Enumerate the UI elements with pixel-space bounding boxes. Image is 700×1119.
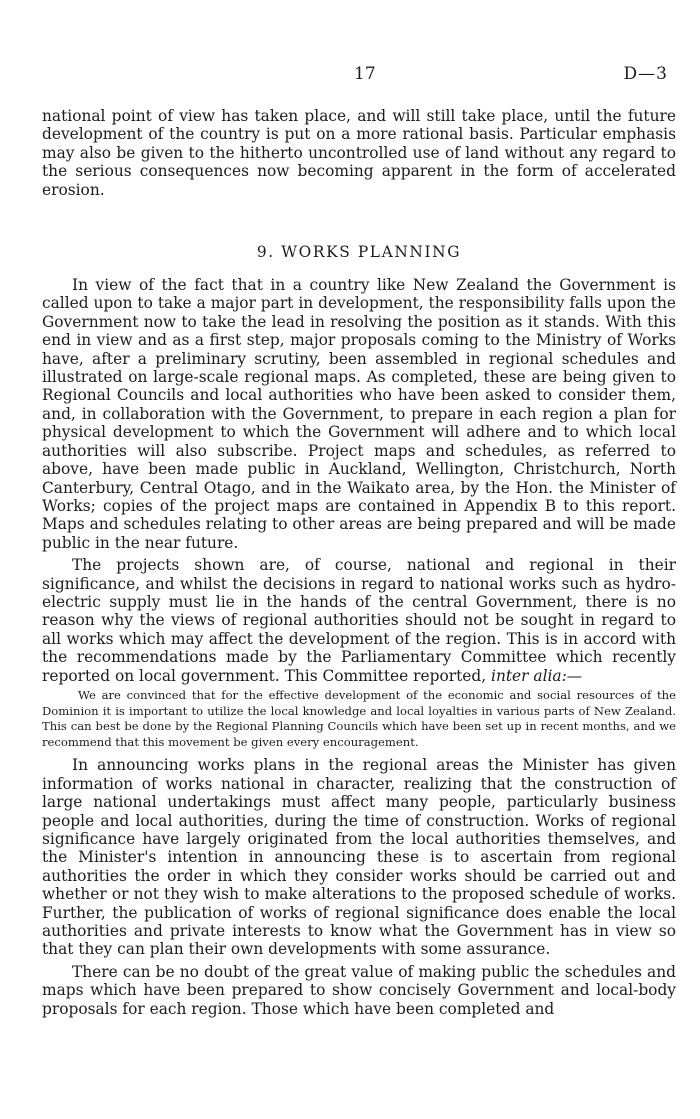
paragraph-projects-significance (42, 556, 676, 685)
continued-paragraph: national point of view has taken place, and will still take place, until the future development of the country is put on a more rational basis. Particular emphasis may also be given to the hitherto uncontrolled use of land without any regard to the serious consequences now becoming apparent in the form of accelerated erosion. (42, 107, 676, 199)
document-reference: D—3 (623, 64, 668, 84)
paragraph-value-of-publication: There can be no doubt of the great value of making public the schedules and maps which have been prepared to show concisely Government and local-body proposals for each region. Those which have been completed and (42, 962, 676, 1018)
section-heading: 9. WORKS PLANNING (256, 243, 462, 262)
paragraph-projects-text: The projects shown are, of course, national and regional in their significance, and whilst the decisions in regard to national works such as hydro-electric supply must lie in the hands of the central Government, there is no reason why the views of regional authorities should not be sought in regard to all works which may affect the development of the region. This is in accord with the recommendations made by the Parliamentary Committee which recently reported on local government. This Committee reported, (42, 556, 676, 685)
page-number: 17 (354, 64, 376, 84)
paragraph-works-planning-intro: In view of the fact that in a country like New Zealand the Government is called upon to take a major part in development, the responsibility falls upon the Government now to take the lead in resolving the position as it stands. With this end in view and as a first step, major proposals coming to the Ministry of Works have, after a preliminary scrutiny, been assembled in regional schedules and illustrated on large-scale regional maps. As completed, these are being given to Regional Councils and local authorities who have been asked to consider them, and, in collaboration with the Government, to prepare in each region a plan for physical development to which the Government will adhere and to which local authorities will also subscribe. Project maps and schedules, as referred to above, have been made public in Auckland, Wellington, Christchurch, North Canterbury, Central Otago, and in the Waikato area, by the Hon. the Minister of Works; copies of the project maps are contained in Appendix B to this report. Maps and schedules relating to other areas are being prepared and will be made public in the near future. (42, 276, 676, 552)
page-body (42, 107, 676, 1018)
committee-quotation: We are convinced that for the effective development of the economic and social resources of the Dominion it is important to utilize the local knowledge and local loyalties in various parts of New Zealand. This can best be done by the Regional Planning Councils which have been set up in recent months, and we recommend that this movement be given every encouragement. (42, 687, 676, 749)
page-header (0, 64, 700, 88)
latin-phrase: inter alia:— (491, 666, 583, 685)
paragraph-announcing-works: In announcing works plans in the regional areas the Minister has given information of works national in character, realizing that the construction of large national undertakings must affect many people, particularly business people and local authorities, during the time of construction. Works of regional significance have largely originated from the local authorities themselves, and the Minister's intention in announcing these is to ascertain from regional authorities the order in which they consider works should be carried out and whether or not they wish to make alterations to the proposed schedule of works. Further, the publication of works of regional significance does enable the local authorities and private interests to know what the Government has in view so that they can plan their own developments with some assurance. (42, 756, 676, 959)
